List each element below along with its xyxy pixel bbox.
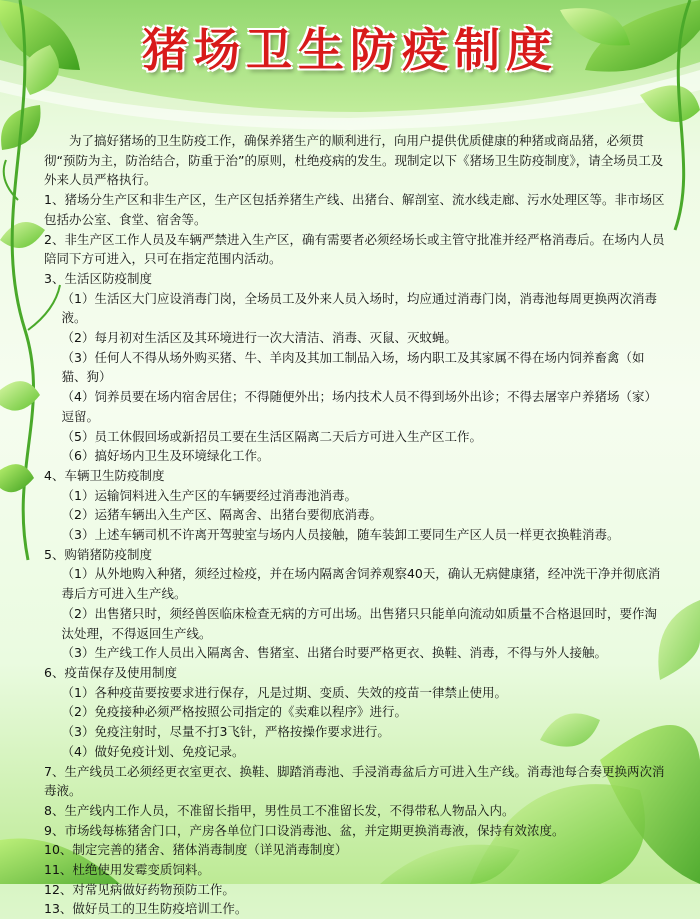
list-item: （1）各种疫苗要按要求进行保存，凡是过期、变质、失效的疫苗一律禁止使用。 bbox=[61, 684, 507, 700]
list-item: （1）生活区大门应设消毒门岗，全场员工及外来人员入场时，均应通过消毒门岗，消毒池每周更换两次消毒液。 bbox=[61, 290, 657, 326]
intro-paragraph: 为了搞好猪场的卫生防疫工作，确保养猪生产的顺利进行，向用户提供优质健康的种猪或商品猪，必须贯彻“预防为主，防治结合，防重于治”的原则，杜绝疫病的发生。现制定以下《猪场卫生防疫制度》，请全场员工及外来人员严格执行。 bbox=[44, 133, 664, 188]
list-item: 8、生产线内工作人员，不准留长指甲，男性员工不准留长发，不得带私人物品入内。 bbox=[44, 802, 515, 818]
list-item: 1、猪场分生产区和非生产区，生产区包括养猪生产线、出猪台、解剖室、流水线走廊、污水处理区等。非市场区包括办公室、食堂、宿舍等。 bbox=[44, 192, 665, 227]
list-item: （3）免疫注射时，尽量不打3飞针，严格按操作要求进行。 bbox=[61, 724, 390, 740]
list-item: 12、对常见病做好药物预防工作。 bbox=[44, 881, 235, 897]
list-item: （3）任何人不得从场外购买猪、牛、羊肉及其加工制品入场，场内职工及其家属不得在场内饲养畜禽（如猫、狗） bbox=[61, 349, 645, 385]
list-item: （2）免疫接种必须严格按照公司指定的《卖难以程序》进行。 bbox=[61, 704, 407, 720]
page-title: 猪场卫生防疫制度 bbox=[142, 23, 558, 77]
list-item: （4）做好免疫计划、免疫记录。 bbox=[61, 743, 245, 759]
list-item: 7、生产线员工必须经更衣室更衣、换鞋、脚踏消毒池、手浸消毒盆后方可进入生产线。消毒池每合奏更换两次消毒液。 bbox=[44, 763, 665, 799]
section-heading: 3、生活区防疫制度 bbox=[44, 270, 152, 286]
list-item: （6）搞好场内卫生及环境绿化工作。 bbox=[61, 448, 270, 464]
list-item: 13、做好员工的卫生防疫培训工作。 bbox=[44, 901, 248, 917]
list-item: （1）运输饲料进入生产区的车辆要经过消毒池消毒。 bbox=[61, 487, 357, 503]
list-item: （5）员工休假回场或新招员工要在生活区隔离二天后方可进入生产区工作。 bbox=[61, 428, 482, 444]
list-item: （1）从外地购入种猪，须经过检疫，并在场内隔离舍饲养观察40天，确认无病健康猪，经冲洗干净并彻底消毒后方可进入生产线。 bbox=[61, 566, 661, 602]
list-item: （4）饲养员要在场内宿舍居住；不得随便外出；场内技术人员不得到场外出诊；不得去屠宰户养猪场（家）逗留。 bbox=[61, 389, 657, 424]
list-item: 2、非生产区工作人员及车辆严禁进入生产区，确有需要者必须经场长或主管守批准并经严格消毒后。在场内人员陪同下方可进入，只可在指定范围内活动。 bbox=[44, 231, 665, 267]
list-item: 9、市场线每栋猪舍门口，产房各单位门口设消毒池、盆，并定期更换消毒液，保持有效浓度。 bbox=[44, 822, 565, 838]
section-heading: 6、疫苗保存及使用制度 bbox=[44, 664, 177, 680]
list-item: 10、制定完善的猪舍、猪体消毒制度（详见消毒制度） bbox=[44, 842, 348, 858]
section-heading: 5、购销猪防疫制度 bbox=[44, 546, 152, 562]
section-heading: 4、车辆卫生防疫制度 bbox=[44, 467, 165, 483]
list-item: （2）运猪车辆出入生产区、隔离舍、出猪台要彻底消毒。 bbox=[61, 507, 382, 523]
list-item: 11、杜绝使用发霉变质饲料。 bbox=[44, 862, 210, 878]
list-item: （3）上述车辆司机不许离开驾驶室与场内人员接触，随车装卸工要同生产区人员一样更衣换鞋消毒。 bbox=[61, 527, 620, 543]
document-body bbox=[44, 131, 666, 919]
list-item: （2）每月初对生活区及其环境进行一次大清洁、消毒、灭鼠、灭蚊蝇。 bbox=[61, 330, 457, 346]
list-item: （3）生产线工作人员出入隔离舍、售猪室、出猪台时要严格更衣、换鞋、消毒，不得与外人接触。 bbox=[61, 645, 607, 661]
list-item: （2）出售猪只时，须经兽医临床检查无病的方可出场。出售猪只只能单向流动如质量不合格退回时，要作淘汰处理，不得返回生产线。 bbox=[61, 605, 657, 641]
